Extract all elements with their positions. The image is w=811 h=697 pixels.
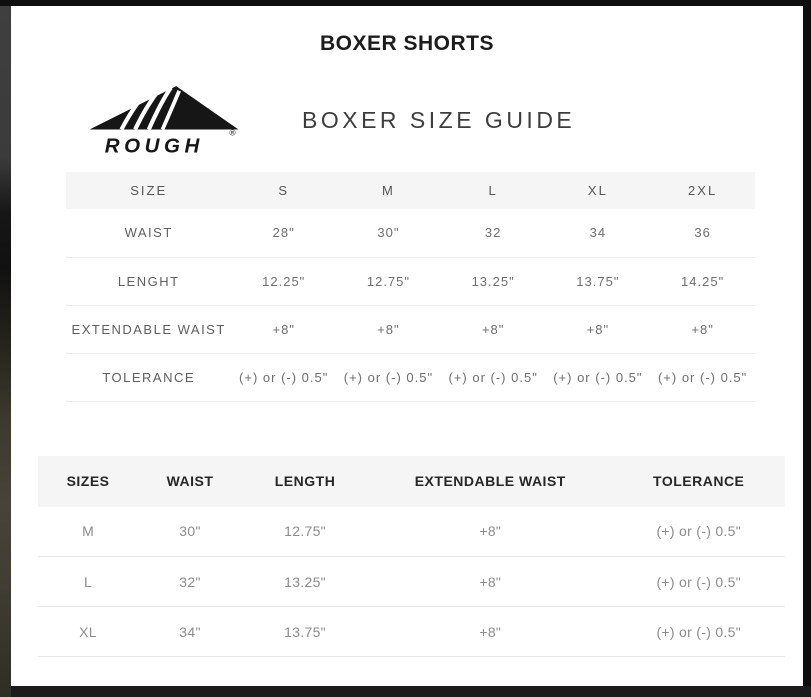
cell: L (38, 557, 138, 607)
cell: 12.25" (231, 257, 336, 305)
cell: (+) or (-) 0.5" (612, 507, 785, 557)
rough-brand-logo-icon (88, 82, 240, 158)
column-header: LENGTH (242, 456, 368, 507)
row-label: TOLERANCE (66, 353, 231, 401)
column-header: SIZE (66, 172, 231, 209)
row-label: LENGHT (66, 257, 231, 305)
cell: +8" (336, 305, 441, 353)
cell: (+) or (-) 0.5" (546, 353, 651, 401)
row-label: EXTENDABLE WAIST (66, 305, 231, 353)
cell: (+) or (-) 0.5" (612, 607, 785, 657)
column-header: SIZES (38, 456, 138, 507)
table-row-size-l (38, 557, 785, 607)
cell: 13.75" (546, 257, 651, 305)
cell: (+) or (-) 0.5" (441, 353, 546, 401)
cell: +8" (441, 305, 546, 353)
cell: +8" (650, 305, 755, 353)
table-row-extendable-waist (66, 305, 755, 353)
cell: 13.25" (441, 257, 546, 305)
cell: 36 (650, 209, 755, 257)
column-header: TOLERANCE (612, 456, 785, 507)
cell: 13.25" (242, 557, 368, 607)
cell: 30" (336, 209, 441, 257)
cell: 13.75" (242, 607, 368, 657)
guide-header (88, 82, 803, 158)
table-row-waist (66, 209, 755, 257)
cell: 32" (138, 557, 242, 607)
cell: +8" (368, 507, 612, 557)
size-guide-modal (11, 6, 803, 657)
page-title: BOXER SHORTS (319, 32, 495, 55)
cell: +8" (368, 607, 612, 657)
cell: (+) or (-) 0.5" (650, 353, 755, 401)
cell: 34 (546, 209, 651, 257)
size-guide-table (66, 172, 755, 402)
cell: (+) or (-) 0.5" (336, 353, 441, 401)
table-row-size-m (38, 507, 785, 557)
cell: 28" (231, 209, 336, 257)
cell: +8" (368, 557, 612, 607)
column-header: 2XL (650, 172, 755, 209)
cell: +8" (546, 305, 651, 353)
column-header: M (336, 172, 441, 209)
column-header: XL (546, 172, 651, 209)
size-guide-header-row (66, 172, 755, 209)
guide-title: BOXER SIZE GUIDE (302, 106, 576, 133)
cell: 12.75" (336, 257, 441, 305)
cell: M (38, 507, 138, 557)
cell: 32 (441, 209, 546, 257)
registered-mark: ® (229, 127, 236, 138)
table-row-size-xl (38, 607, 785, 657)
cell: (+) or (-) 0.5" (612, 557, 785, 607)
column-header: WAIST (138, 456, 242, 507)
photo-backdrop-right-edge (803, 0, 811, 697)
cell: +8" (231, 305, 336, 353)
photo-backdrop-top-edge (0, 0, 811, 6)
cell: 34" (138, 607, 242, 657)
cell: XL (38, 607, 138, 657)
column-header: L (441, 172, 546, 209)
product-size-table (38, 456, 785, 658)
column-header: EXTENDABLE WAIST (368, 456, 612, 507)
product-size-header-row (38, 456, 785, 507)
column-header: S (231, 172, 336, 209)
table-row-length (66, 257, 755, 305)
cell: (+) or (-) 0.5" (231, 353, 336, 401)
row-label: WAIST (66, 209, 231, 257)
cell: 30" (138, 507, 242, 557)
table-row-tolerance (66, 353, 755, 401)
cell: 12.75" (242, 507, 368, 557)
cell: 14.25" (650, 257, 755, 305)
photo-backdrop-bottom-edge (11, 686, 811, 697)
brand-wordmark: ROUGH (104, 134, 204, 158)
photo-backdrop-left-edge (0, 6, 11, 697)
